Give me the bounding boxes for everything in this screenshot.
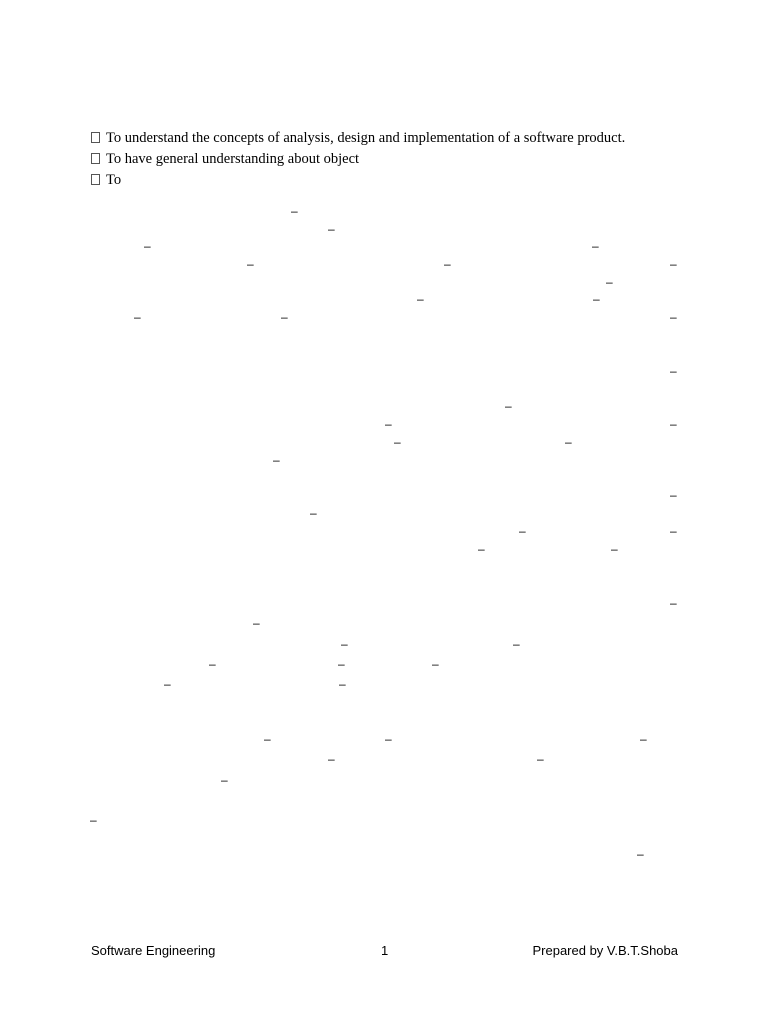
dash-mark: – xyxy=(291,204,298,218)
dash-mark: – xyxy=(513,637,520,651)
dash-mark: – xyxy=(432,657,439,671)
dash-mark: – xyxy=(670,417,677,431)
dash-mark: – xyxy=(253,616,260,630)
dash-mark: – xyxy=(670,257,677,271)
dash-mark: – xyxy=(273,453,280,467)
dash-mark: – xyxy=(385,417,392,431)
dash-mark: – xyxy=(478,542,485,556)
dash-mark: – xyxy=(328,222,335,236)
dash-mark: – xyxy=(264,732,271,746)
dash-mark: – xyxy=(417,292,424,306)
dash-mark: – xyxy=(670,364,677,378)
dash-mark: – xyxy=(339,677,346,691)
dash-mark: – xyxy=(670,596,677,610)
objective-text: To xyxy=(106,172,122,188)
dash-mark: – xyxy=(444,257,451,271)
dash-mark: – xyxy=(281,310,288,324)
footer-author: Prepared by V.B.T.Shoba xyxy=(532,943,678,958)
objective-item xyxy=(91,128,691,149)
dash-mark: – xyxy=(209,657,216,671)
bullet-icon xyxy=(91,174,100,185)
footer-course-title: Software Engineering xyxy=(91,943,216,958)
dash-mark: – xyxy=(164,677,171,691)
dash-mark: – xyxy=(310,506,317,520)
objective-item xyxy=(91,149,691,170)
dash-mark: – xyxy=(670,488,677,502)
dash-mark: – xyxy=(592,239,599,253)
dash-mark: – xyxy=(338,657,345,671)
dash-mark: – xyxy=(519,524,526,538)
bullet-icon xyxy=(91,153,100,164)
dash-mark: – xyxy=(341,637,348,651)
dash-mark: – xyxy=(565,435,572,449)
dash-mark: – xyxy=(394,435,401,449)
dash-mark: – xyxy=(221,773,228,787)
objective-text: To understand the concepts of analysis, design and implementation of a software product. xyxy=(106,130,626,146)
dash-mark: – xyxy=(505,399,512,413)
dash-mark: – xyxy=(328,752,335,766)
footer-page-number: 1 xyxy=(381,943,389,958)
dash-mark: – xyxy=(637,847,644,861)
dash-mark: – xyxy=(640,732,647,746)
objective-item xyxy=(91,170,691,191)
objective-text: To have general understanding about object xyxy=(106,151,360,167)
dash-mark: – xyxy=(611,542,618,556)
dash-mark: – xyxy=(90,813,97,827)
dash-mark: – xyxy=(593,292,600,306)
dash-mark: – xyxy=(144,239,151,253)
dash-mark: – xyxy=(537,752,544,766)
dash-mark: – xyxy=(385,732,392,746)
dash-mark: – xyxy=(670,310,677,324)
bullet-icon xyxy=(91,132,100,143)
dash-mark: – xyxy=(670,524,677,538)
objectives-list xyxy=(91,128,691,191)
dash-mark: – xyxy=(134,310,141,324)
dash-mark: – xyxy=(606,275,613,289)
dash-mark: – xyxy=(247,257,254,271)
